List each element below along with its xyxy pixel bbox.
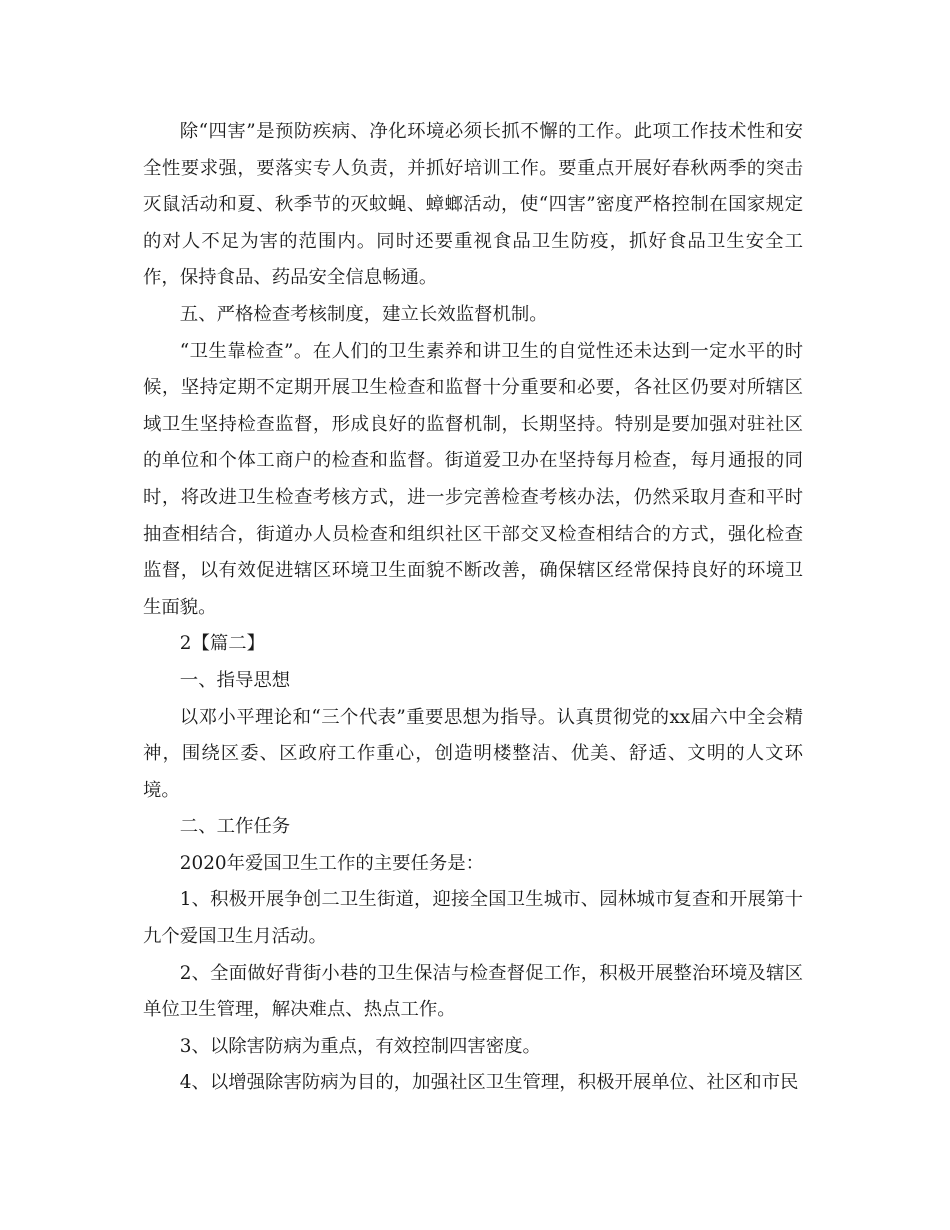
section-heading: 二、工作任务 <box>179 816 291 838</box>
body-paragraph: 以邓小平理论和“三个代表”重要思想为指导。认真贯彻党的xx届六中全会精神，围绕区委、区政府工作重心，创造明楼整洁、优美、舒适、文明的人文环境。 <box>143 706 803 801</box>
body-paragraph: 除“四害”是预防疾病、净化环境必须长抓不懈的工作。此项工作技术性和安全性要求强，要落实专人负责，并抓好培训工作。要重点开展好春秋两季的突击灭鼠活动和夏、秋季节的灭蚊蝇、蟑螂活动，使“四害”密度严格控制在国家规定的对人不足为害的范围内。同时还要重视食品卫生防疫，抓好食品卫生安全工作，保持食品、药品安全信息畅通。 <box>143 121 803 289</box>
list-item: 1、积极开展争创二卫生街道，迎接全国卫生城市、园林城市复查和开展第十九个爱国卫生月活动。 <box>143 889 803 948</box>
task-intro: 2020年爱国卫生工作的主要任务是： <box>179 852 485 874</box>
section-heading: 一、指导思想 <box>179 669 291 691</box>
section-heading: 五、严格检查考核制度，建立长效监督机制。 <box>179 303 548 325</box>
list-item: 3、以除害防病为重点，有效控制四害密度。 <box>179 1035 541 1057</box>
list-item: 4、以增强除害防病为目的，加强社区卫生管理，积极开展单位、社区和市民 <box>179 1072 799 1094</box>
list-item: 2、全面做好背街小巷的卫生保洁与检查督促工作，积极开展整治环境及辖区单位卫生管理，解决难点、热点工作。 <box>143 962 803 1021</box>
document-page <box>143 114 803 1102</box>
body-paragraph: “卫生靠检查”。在人们的卫生素养和讲卫生的自觉性还未达到一定水平的时候，坚持定期不定期开展卫生检查和监督十分重要和必要，各社区仍要对所辖区域卫生坚持检查监督，形成良好的监督机制，长期坚持。特别是要加强对驻社区的单位和个体工商户的检查和监督。街道爱卫办在坚持每月检查，每月通报的同时，将改进卫生检查考核方式，进一步完善检查考核办法，仍然采取月查和平时抽查相结合，街道办人员检查和组织社区干部交叉检查相结合的方式，强化检查监督，以有效促进辖区环境卫生面貌不断改善，确保辖区经常保持良好的环境卫生面貌。 <box>143 340 803 618</box>
part-heading: 2【篇二】 <box>179 633 266 655</box>
